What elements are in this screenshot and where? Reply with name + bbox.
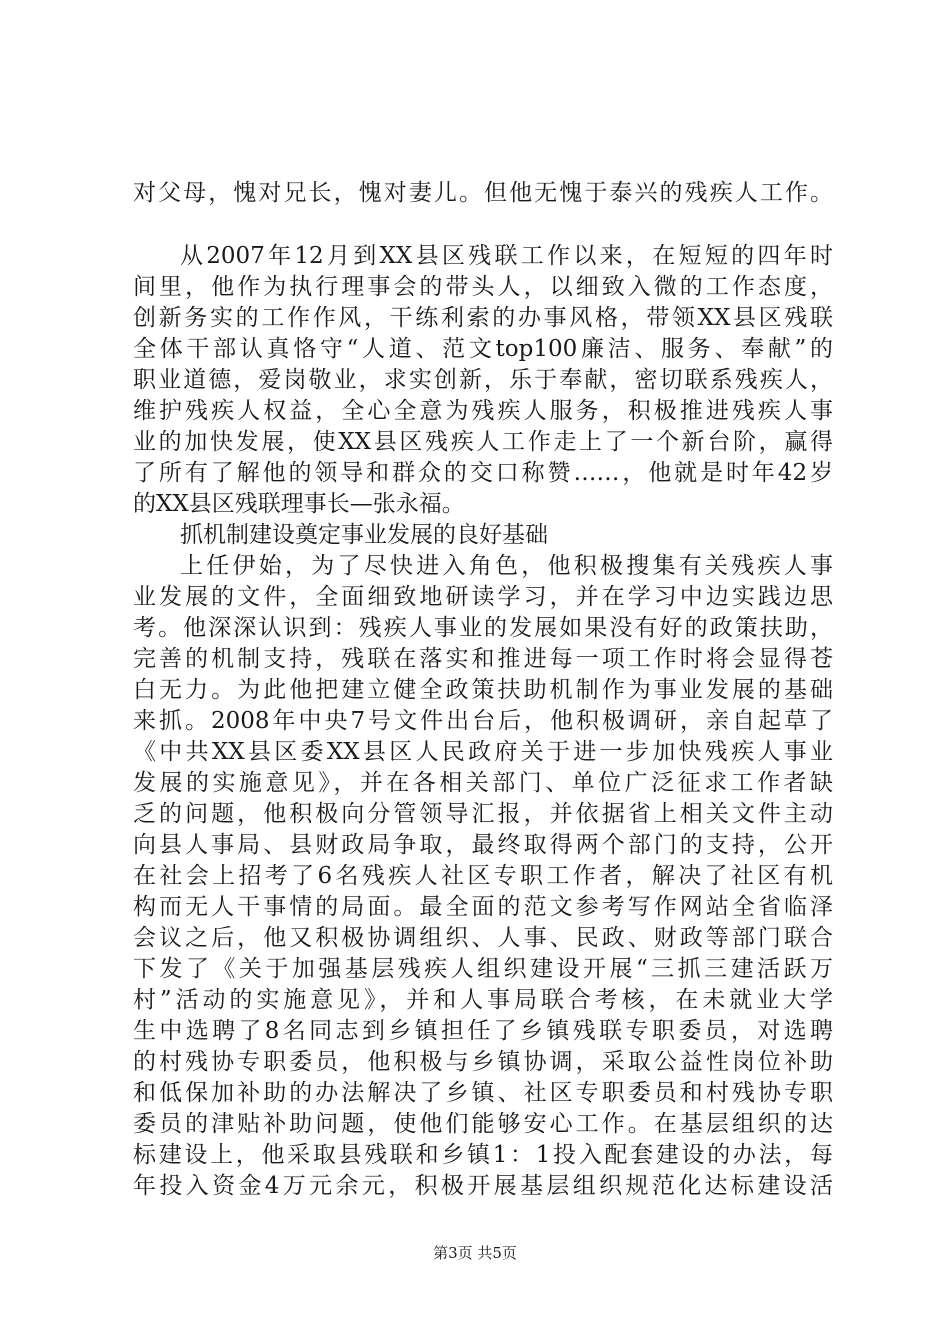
text-line: 会议之后，他又积极协调组织、人事、民政、财政等部门联合: [133, 925, 833, 951]
text-line: 了所有了解他的领导和群众的交口称赞……，他就是时年42岁: [133, 460, 833, 486]
text-line: 的XX县区残联理事长—张永福。: [133, 491, 465, 517]
section-heading: 抓机制建设奠定事业发展的良好基础: [180, 522, 548, 548]
text-line: 乏的问题，他积极向分管领导汇报，并依据省上相关文件主动: [133, 801, 833, 827]
text-line: 《中共XX县区委XX县区人民政府关于进一步加快残疾人事业: [133, 739, 833, 765]
text-line: 构而无人干事情的局面。最全面的范文参考写作网站全省临泽: [133, 894, 833, 920]
text-line: 向县人事局、县财政局争取，最终取得两个部门的支持，公开: [133, 832, 833, 858]
page-footer: 第3页 共5页: [433, 1244, 517, 1262]
text-line: 年投入资金4万元余元，积极开展基层组织规范化达标建设活: [133, 1173, 833, 1199]
text-line: 业发展的文件，全面细致地研读学习，并在学习中边实践边思: [133, 584, 833, 610]
text-line: 村”活动的实施意见》，并和人事局联合考核，在未就业大学: [133, 987, 833, 1013]
text-line: 标建设上，他采取县残联和乡镇1：1投入配套建设的办法，每: [133, 1142, 833, 1168]
text-line: 在社会上招考了6名残疾人社区专职工作者，解决了社区有机: [133, 863, 833, 889]
text-line: 来抓。2008年中央7号文件出台后，他积极调研，亲自起草了: [133, 708, 833, 734]
text-line: 的村残协专职委员，他积极与乡镇协调，采取公益性岗位补助: [133, 1049, 833, 1075]
text-line: 发展的实施意见》，并在各相关部门、单位广泛征求工作者缺: [133, 770, 833, 796]
text-line: 全体干部认真恪守“人道、范文top100廉洁、服务、奉献”的: [133, 336, 833, 362]
text-line: 对父母，愧对兄长，愧对妻儿。但他无愧于泰兴的残疾人工作。: [133, 180, 833, 206]
text-line: 维护残疾人权益，全心全意为残疾人服务，积极推进残疾人事: [133, 398, 833, 424]
text-line: 上任伊始，为了尽快进入角色，他积极搜集有关残疾人事: [180, 553, 833, 579]
text-line: 创新务实的工作作风，干练利索的办事风格，带领XX县区残联: [133, 305, 833, 331]
text-line: 从2007年12月到XX县区残联工作以来，在短短的四年时: [180, 243, 833, 269]
text-line: 考。他深深认识到：残疾人事业的发展如果没有好的政策扶助，: [133, 615, 833, 641]
text-line: 生中选聘了8名同志到乡镇担任了乡镇残联专职委员，对选聘: [133, 1018, 833, 1044]
text-line: 和低保加补助的办法解决了乡镇、社区专职委员和村残协专职: [133, 1080, 833, 1106]
text-line: 业的加快发展，使XX县区残疾人工作走上了一个新台阶，赢得: [133, 429, 833, 455]
text-line: 委员的津贴补助问题，使他们能够安心工作。在基层组织的达: [133, 1111, 833, 1137]
text-line: 职业道德，爱岗敬业，求实创新，乐于奉献，密切联系残疾人，: [133, 367, 833, 393]
text-line: 下发了《关于加强基层残疾人组织建设开展“三抓三建活跃万: [133, 956, 833, 982]
text-line: 间里，他作为执行理事会的带头人，以细致入微的工作态度，: [133, 274, 833, 300]
text-line: 白无力。为此他把建立健全政策扶助机制作为事业发展的基础: [133, 677, 833, 703]
text-line: 完善的机制支持，残联在落实和推进每一项工作时将会显得苍: [133, 646, 833, 672]
